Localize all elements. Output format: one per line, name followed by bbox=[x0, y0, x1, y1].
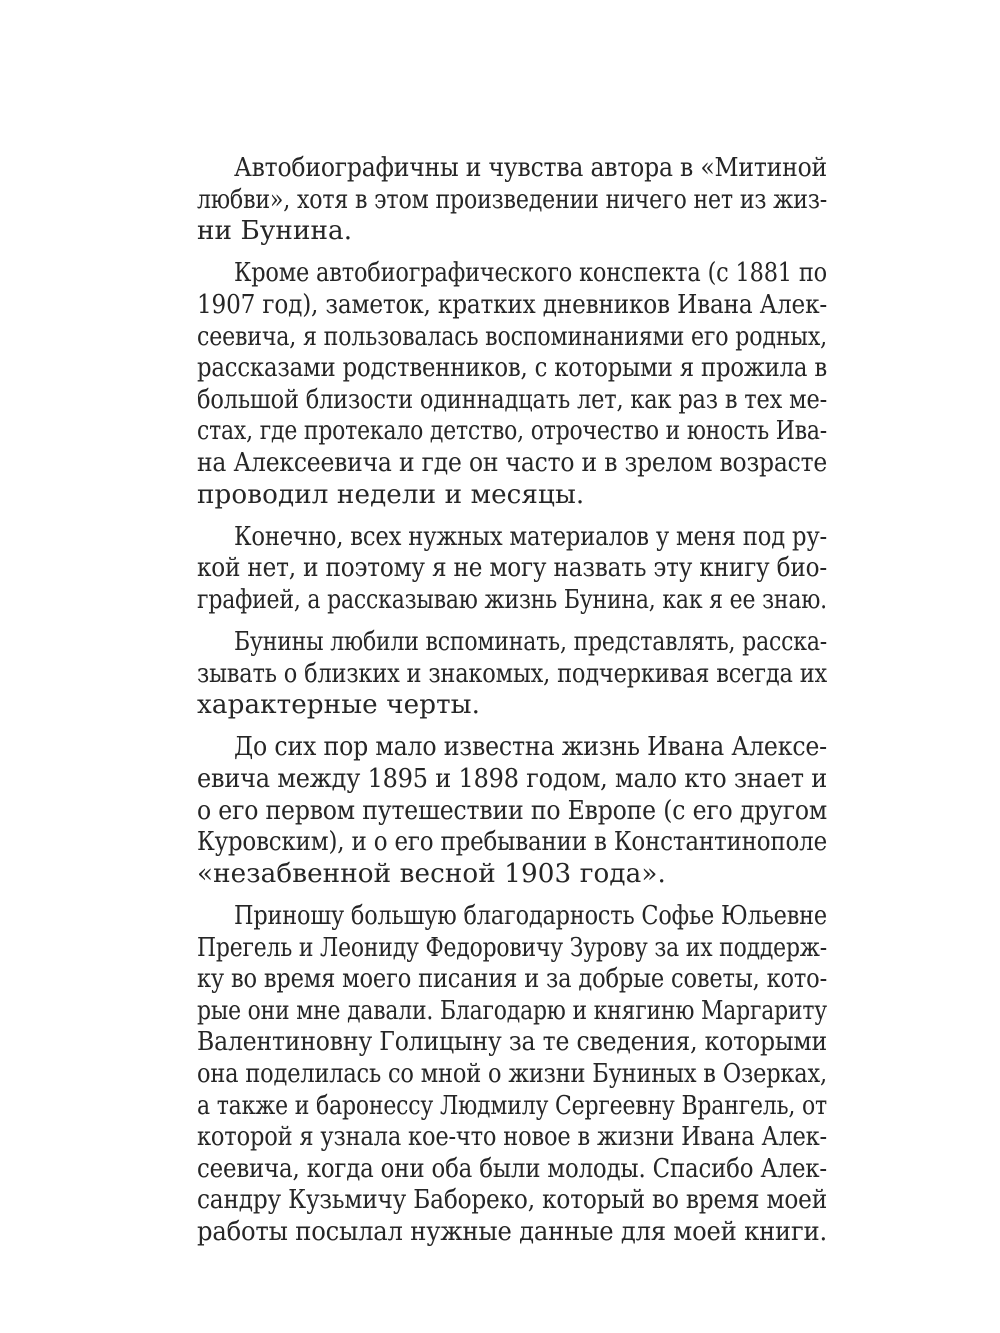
text-line: она поделилась со мной о жизни Буниных в Озерках, bbox=[197, 1059, 827, 1089]
text-line: «незабвенной весной 1903 года». bbox=[197, 858, 666, 889]
text-line: любви», хотя в этом произведении ничего нет из жиз- bbox=[197, 184, 827, 215]
paragraph bbox=[197, 732, 827, 890]
paragraph bbox=[197, 901, 827, 1249]
text-line: кой нет, и поэтому я не могу назвать эту книгу био- bbox=[197, 553, 827, 584]
text-line: на Алексеевича и где он часто и в зрелом возрасте bbox=[197, 447, 827, 478]
paragraph bbox=[197, 627, 827, 722]
text-line: Кроме автобиографического конспекта (с 1881 по bbox=[234, 258, 827, 289]
text-line: Куровским), и о его пребывании в Константинополе bbox=[197, 827, 827, 858]
text-line: рые они мне давали. Благодарю и княгиню Маргариту bbox=[197, 995, 827, 1026]
text-line: Конечно, всех нужных материалов у меня под ру- bbox=[234, 521, 827, 552]
text-line: Автобиографичны и чувства автора в «Митиной bbox=[234, 153, 827, 183]
text-line: ни Бунина. bbox=[197, 216, 353, 247]
text-line: работы посылал нужные данные для моей книги. bbox=[197, 1216, 827, 1247]
text-line: 1907 год), заметок, кратких дневников Ивана Алек- bbox=[197, 289, 827, 320]
text-line: стах, где протекало детство, отрочество и юность Ива- bbox=[197, 416, 827, 447]
text-line: которой я узнала кое-что новое в жизни Ивана Алек- bbox=[197, 1122, 827, 1153]
text-line: характерные черты. bbox=[197, 690, 481, 721]
text-line: ку во время моего писания и за добрые советы, кото- bbox=[197, 964, 827, 995]
text-line: зывать о близких и знакомых, подчеркивая всегда их bbox=[197, 658, 827, 689]
text-line: рассказами родственников, с которыми я прожила в bbox=[197, 353, 827, 384]
text-line: проводил недели и месяцы. bbox=[197, 479, 585, 510]
body-text bbox=[197, 153, 827, 1249]
text-line: Прегель и Леониду Федоровичу Зурову за их поддерж- bbox=[197, 932, 827, 963]
text-line: Приношу большую благодарность Софье Юльевне bbox=[234, 901, 827, 932]
text-line: сеевича, когда они оба были молоды. Спасибо Алек- bbox=[197, 1153, 827, 1184]
paragraph bbox=[197, 522, 827, 617]
text-line: сандру Кузьмичу Бабореко, который во время моей bbox=[197, 1185, 827, 1216]
text-line: графией, а рассказываю жизнь Бунина, как я ее знаю. bbox=[197, 584, 827, 615]
text-line: До сих пор мало известна жизнь Ивана Алексе- bbox=[234, 732, 827, 763]
paragraph bbox=[197, 258, 827, 511]
text-line: Бунины любили вспоминать, представлять, расска- bbox=[234, 627, 827, 658]
text-line: Валентиновну Голицыну за те сведения, которыми bbox=[197, 1027, 827, 1058]
text-line: сеевича, я пользовалась воспоминаниями его родных, bbox=[197, 321, 827, 352]
text-line: о его первом путешествии по Европе (с его другом bbox=[197, 795, 827, 826]
text-line: евича между 1895 и 1898 годом, мало кто знает и bbox=[197, 764, 827, 795]
text-line: большой близости одиннадцать лет, как раз в тех ме- bbox=[197, 384, 827, 415]
text-line: а также и баронессу Людмилу Сергеевну Врангель, от bbox=[197, 1090, 827, 1121]
paragraph bbox=[197, 153, 827, 248]
